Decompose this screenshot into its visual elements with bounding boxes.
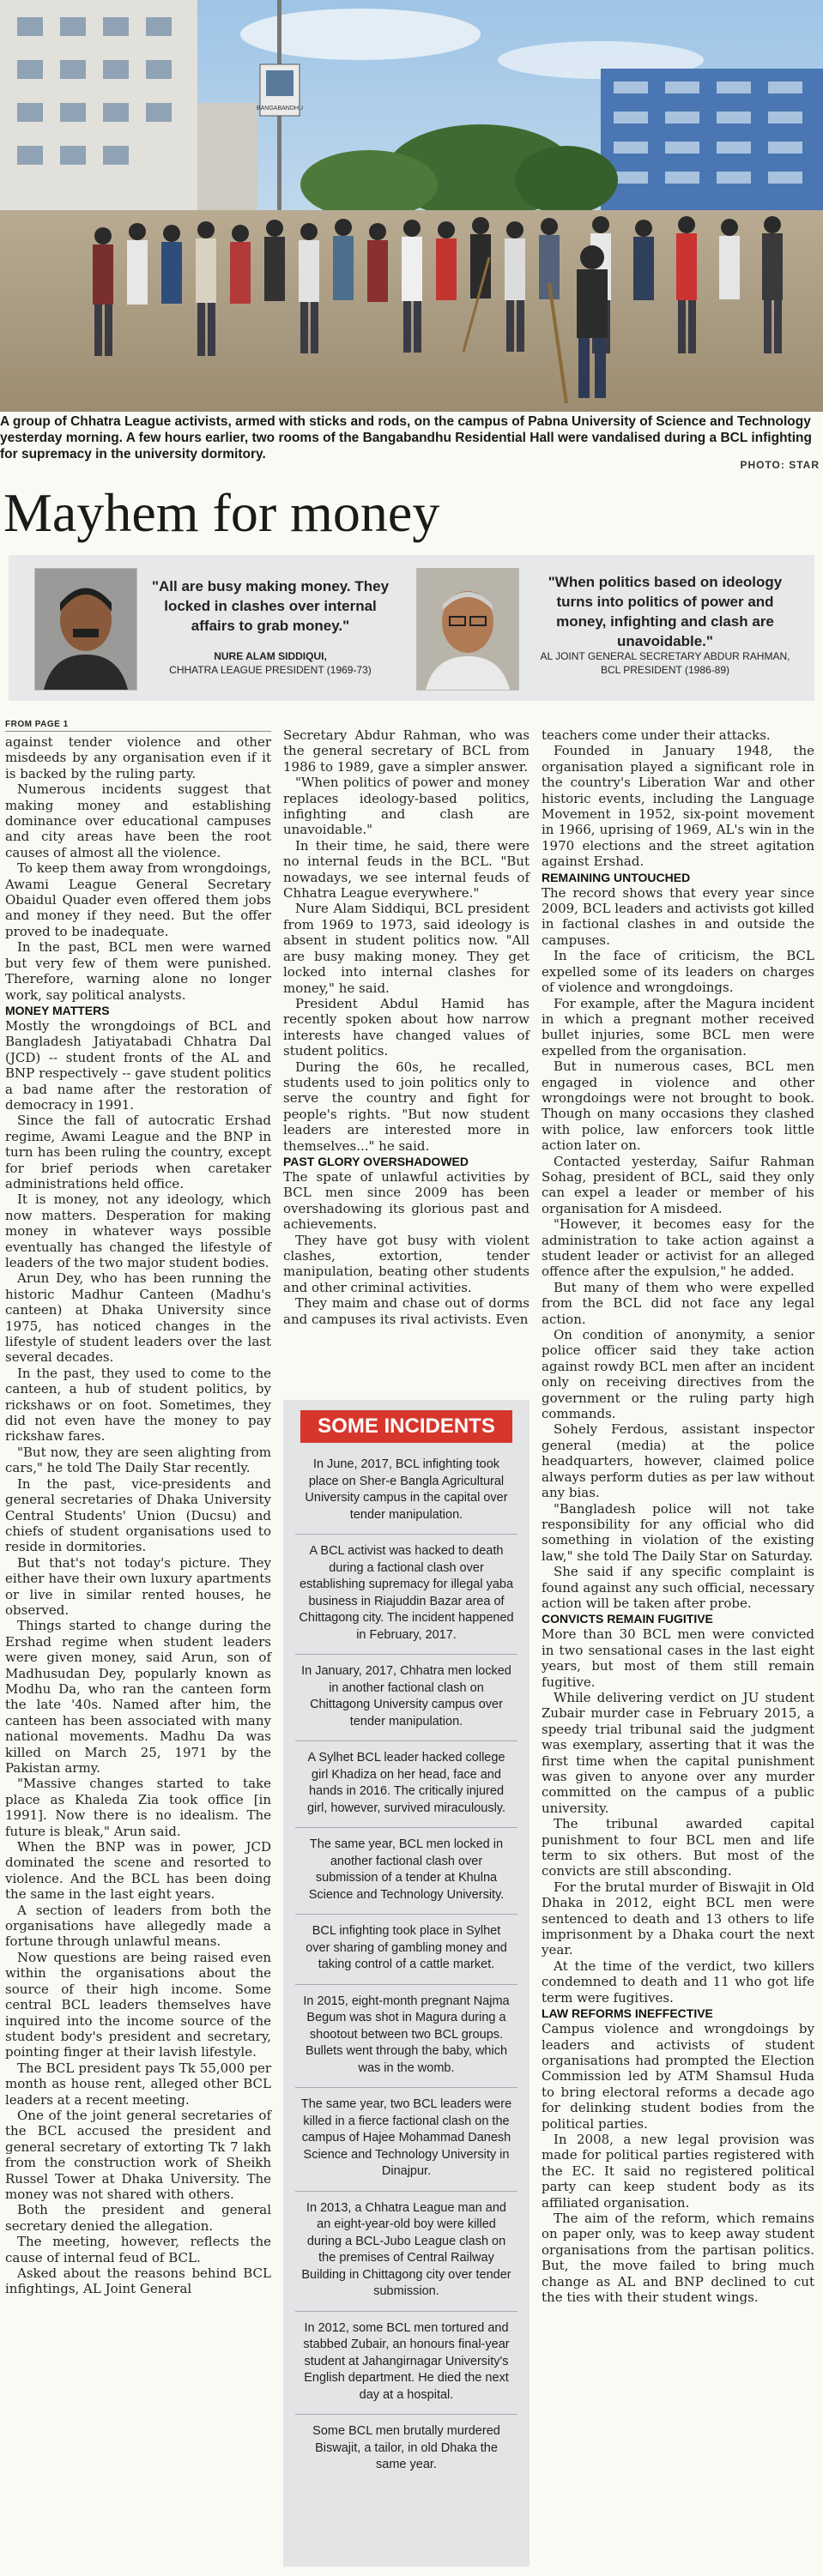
incident-item: The same year, two BCL leaders were killed in a fierce factional clash on the campus of Hajee Mohammad Danesh Science and Technology University in Dinajpur.: [295, 2088, 517, 2192]
article-column-1: [5, 719, 271, 2297]
article-paragraph: In their time, he said, there were no internal feuds in the BCL. "But nowadays, we see internal feuds of Chhatra League everywhere.": [283, 837, 530, 902]
incidents-title: SOME INCIDENTS: [300, 1410, 512, 1443]
article-paragraph: Founded in January 1948, the organisation played a significant role in the country's Liberation War and other historic events, including the Language Movement in 1952, six-point movement in 1966, uprising of 1969, AL's win in the 1970 elections and the street agitation against Ershad.: [542, 743, 814, 870]
portrait-nure-alam-siddiqui: [34, 568, 137, 691]
incident-item: A BCL activist was hacked to death during a factional clash over establishing supremacy for illegal yaba business in Riajuddin Bazar area of Chittagong city. The incident happened in February, 2017.: [295, 1535, 517, 1655]
incident-item: In June, 2017, BCL infighting took place on Sher-e Bangla Agricultural University campus in the capital over tender manipulation.: [295, 1448, 517, 1535]
article-paragraph: One of the joint general secretaries of the BCL accused the president and general secretary of extorting Tk 7 lakh from the construction work of Sheikh Russel Tower at Dhaka University. The money was not shared with others.: [5, 2107, 271, 2202]
article-paragraph: To keep them away from wrongdoings, Awami League General Secretary Obaidul Quader even offered them jobs and money if they need. But the offer proved to be inadequate.: [5, 860, 271, 939]
photo-credit: PHOTO: STAR: [740, 459, 820, 471]
article-paragraph: The aim of the reform, which remains on paper only, was to keep away student organisations from the partisan politics. But, the move failed to bring much change as AL and BNP declined to cut the ties with their student wings.: [542, 2210, 814, 2305]
incidents-sidebar: [283, 1400, 530, 2567]
article-paragraph: "However, it becomes easy for the administration to take action against a student leader or activist for an alleged offence after the expulsion," he added.: [542, 1216, 814, 1280]
article-paragraph: Since the fall of autocratic Ershad regime, Awami League and the BNP in turn has been ruling the country, except for brief periods when caretaker administrations held office.: [5, 1113, 271, 1191]
article-paragraph: Things started to change during the Ershad regime when student leaders were given money, said Arun, son of Madhusudan Dey, popularly known as Modhu Da, who ran the canteen form the late '40s. Named after him, the canteen has been associated with many national movements. Madhu Da was killed on March 25, 1971 by the Pakistan army.: [5, 1618, 271, 1776]
article-paragraph: Secretary Abdur Rahman, who was the general secretary of BCL from 1986 to 1989, gave a simpler answer.: [283, 727, 530, 775]
section-subhead: PAST GLORY OVERSHADOWED: [283, 1154, 469, 1168]
incident-item: In January, 2017, Chhatra men locked in another factional clash on Chittagong University campus over tender manipulation.: [295, 1655, 517, 1741]
article-paragraph: teachers come under their attacks.: [542, 727, 771, 743]
headline: Mayhem for money: [3, 482, 440, 543]
incident-item: BCL infighting took place in Sylhet over sharing of gambling money and taking control of a cattle market.: [295, 1915, 517, 1985]
incident-item: In 2012, some BCL men tortured and stabbed Zubair, an honours final-year student at Jahangirnagar University's English department. He died the next day at a hospital.: [295, 2312, 517, 2416]
article-paragraph: President Abdul Hamid has recently spoken about how narrow interests have changed values of student politics.: [283, 995, 530, 1059]
section-subhead: REMAINING UNTOUCHED: [542, 870, 691, 884]
article-column-2: [283, 727, 530, 1327]
incident-item: In 2015, eight-month pregnant Najma Begum was shot in Magura during a shootout between two BCL groups. Bullets went through the baby, which was in the womb.: [295, 1985, 517, 2089]
article-paragraph: "Bangladesh police will not take responsibility for any official who did something in violation of the existing law," she told The Daily Star on Saturday.: [542, 1500, 814, 1564]
article-paragraph: In the past, they used to come to the canteen, a hub of student politics, by rickshaws or on foot. Sometimes, they did not even have the money to pay rickshaw fares.: [5, 1365, 271, 1445]
article-paragraph: Mostly the wrongdoings of BCL and Bangladesh Jatiyatabadi Chhatra Dal (JCD) -- student fronts of the AL and BNP respectively -- gave student politics a bad name after the restoration of democracy in 1991.: [5, 1017, 271, 1113]
article-paragraph: "Massive changes started to take place as Khaleda Zia took office [in 1991]. Now there is no idealism. The future is bleak," Arun said.: [5, 1776, 271, 1839]
article-paragraph: For the brutal murder of Biswajit in Old Dhaka in 2012, eight BCL men were sentenced to death and 13 others to life imprisonment by a Dhaka court the next year.: [542, 1879, 814, 1958]
quotes-bar: [9, 555, 814, 701]
incidents-list: [283, 1448, 530, 2484]
article-paragraph: They maim and chase out of dorms and campuses its rival activists. Even: [283, 1295, 530, 1327]
article-paragraph: But in numerous cases, BCL men engaged in violence and other wrongdoings were not brought to book. Though on many occasions they clashed with police, law enforcers took little action later on.: [542, 1059, 814, 1154]
article-paragraph: At the time of the verdict, two killers condemned to death and 11 who got life term were fugitives.: [542, 1958, 814, 2006]
article-paragraph: In the past, vice-presidents and general secretaries of Dhaka University Central Students' Union (Ducsu) and chiefs of student organisations used to reside in dormitories.: [5, 1475, 271, 1555]
article-column-3: [542, 727, 814, 2305]
article-paragraph: When the BNP was in power, JCD dominated the scene and resorted to violence. And the BCL has been doing the same in the last eight years.: [5, 1839, 271, 1903]
article-paragraph: Campus violence and wrongdoings by leaders and activists of student organisations had prompted the Election Commission led by ATM Shamsul Huda to bring electoral reforms a decade ago for delinking student bodies from the political parties.: [542, 2021, 814, 2132]
article-paragraph: Now questions are being raised even within the organisations about the source of their high income. Some central BCL leaders themselves have inquired into the income source of the student body's president and secretary, pointing finger at their lavish lifestyle.: [5, 1949, 271, 2060]
article-paragraph: Asked about the reasons behind BCL infightings, AL Joint General: [5, 2265, 271, 2297]
article-paragraph: It is money, not any ideology, which now matters. Desperation for making money in whatever ways possible eventually has changed the lifestyle of leaders of the two major student bodies.: [5, 1191, 271, 1270]
article-paragraph: During the 60s, he recalled, students used to join politics only to serve the country and fight for people's rights. "But now student leaders are interested more in themselves..." he said.: [283, 1059, 530, 1154]
quote-rahman: "When politics based on ideology turns into politics of power and money, infighting and clash are unavoidable.": [548, 574, 783, 649]
poster-text: BANGABANDHU: [256, 106, 304, 112]
article-paragraph: The record shows that every year since 2009, BCL leaders and activists got killed in factional clashes in and outside the campuses.: [542, 884, 814, 948]
attribution-name-siddiqui: NURE ALAM SIDDIQUI,: [214, 650, 327, 662]
article-paragraph: The BCL president pays Tk 55,000 per month as house rent, alleged other BCL leaders at a recent meeting.: [5, 2060, 271, 2108]
attribution-role-siddiqui: CHHATRA LEAGUE PRESIDENT (1969-73): [169, 664, 372, 676]
news-photo: [0, 0, 823, 412]
article-paragraph: On condition of anonymity, a senior police officer said they take action against rowdy BCL men after an incident only on receiving directives from the government or the ruling party high commands.: [542, 1327, 814, 1422]
incident-item: A Sylhet BCL leader hacked college girl Khadiza on her head, face and hands in 2016. The critically injured girl, however, survived miraculously.: [295, 1741, 517, 1828]
article-paragraph: A section of leaders from both the organisations have allegedly made a fortune through unlawful means.: [5, 1902, 271, 1950]
article-paragraph: The spate of unlawful activities by BCL men since 2009 has been overshadowing its glorious past and achievements.: [283, 1168, 530, 1233]
article-paragraph: against tender violence and other misdeeds by any organisation even if it is backed by the ruling party.: [5, 734, 271, 781]
section-subhead: LAW REFORMS INEFFECTIVE: [542, 2006, 713, 2021]
article-paragraph: They have got busy with violent clashes, extortion, tender manipulation, beating other students and other criminal activities.: [283, 1232, 530, 1295]
article-paragraph: The meeting, however, reflects the cause of internal feud of BCL.: [5, 2234, 271, 2265]
attribution-name-rahman: AL JOINT GENERAL SECRETARY ABDUR RAHMAN,: [540, 650, 790, 662]
article-paragraph: In the past, BCL men were warned but very few of them were punished. Therefore, warning alone no longer work, say political analysts.: [5, 939, 271, 1003]
article-paragraph: While delivering verdict on JU student Zubair murder case in February 2015, a speedy trial tribunal said the judgment was exemplary, asserting that it was the first time when the capital punishment was given to anyone over any murder committed on the campus of a public university.: [542, 1689, 814, 1816]
article-paragraph: She said if any specific complaint is found against any such official, necessary action will be taken after probe.: [542, 1564, 814, 1611]
article-paragraph: "When politics of power and money replaces ideology-based politics, infighting and clash are unavoidable.": [283, 775, 530, 838]
article-paragraph: Arun Dey, who has been running the historic Madhur Canteen (Madhu's canteen) at Dhaka University since 1975, has noticed changes in the lifestyle of student leaders over the last several decades.: [5, 1270, 271, 1366]
article-paragraph: In 2008, a new legal provision was made for political parties registered with the EC. It said no registered political party can keep student body as its affiliated organisation.: [542, 2131, 814, 2211]
section-subhead: CONVICTS REMAIN FUGITIVE: [542, 1612, 713, 1626]
from-page-label: FROM PAGE 1: [5, 719, 271, 732]
incident-item: In 2013, a Chhatra League man and an eight-year-old boy were killed during a BCL-Jubo League clash on the premises of Central Railway Building in Chittagong city over tender submission.: [295, 2192, 517, 2312]
article-paragraph: "But now, they are seen alighting from cars," he told The Daily Star recently.: [5, 1444, 271, 1476]
article-paragraph: Nure Alam Siddiqui, BCL president from 1969 to 1973, said ideology is absent in student politics now. "All are busy making money. They get locked into internal clashes for money," he said.: [283, 901, 530, 996]
section-subhead: MONEY MATTERS: [5, 1003, 110, 1017]
article-paragraph: In the face of criticism, the BCL expelled some of its leaders on charges of violence and wrongdoings.: [542, 948, 814, 996]
article-paragraph: Sohely Ferdous, assistant inspector general (media) at the police headquarters, however, claimed police always perform duties as per law without any bias.: [542, 1421, 814, 1501]
portrait-abdur-rahman: [416, 568, 519, 691]
quote-siddiqui: "All are busy making money. They locked in clashes over internal affairs to grab money.": [151, 578, 390, 634]
article-paragraph: More than 30 BCL men were convicted in two sensational cases in the last eight years, but most of them still remain fugitive.: [542, 1626, 814, 1690]
article-paragraph: Both the president and general secretary denied the allegation.: [5, 2202, 271, 2234]
article-paragraph: But many of them who were expelled from the BCL did not face any legal action.: [542, 1279, 814, 1327]
article-paragraph: For example, after the Magura incident in which a pregnant mother received bullet injuries, some BCL men were expelled from the organisation.: [542, 995, 814, 1059]
incident-item: The same year, BCL men locked in another factional clash over submission of a tender at Khulna Science and Technology University.: [295, 1828, 517, 1915]
incident-item: Some BCL men brutally murdered Biswajit, a tailor, in old Dhaka the same year.: [312, 2424, 500, 2471]
article-paragraph: The tribunal awarded capital punishment to four BCL men and life term to six others. But most of the convicts are still absconding.: [542, 1816, 814, 1879]
article-paragraph: But that's not today's picture. They either have their own luxury apartments or live in similar rented houses, he observed.: [5, 1554, 271, 1618]
campus-clash-photo: [0, 0, 823, 412]
attribution-role-rahman: BCL PRESIDENT (1986-89): [600, 664, 730, 676]
article-paragraph: Contacted yesterday, Saifur Rahman Sohag, president of BCL, said they only can expel a leader or member of his organisation for A misdeed.: [542, 1153, 814, 1216]
article-paragraph: Numerous incidents suggest that making money and establishing dominance over educational campuses and city areas have been the root causes of almost all the violence.: [5, 781, 271, 860]
photo-caption: A group of Chhatra League activists, armed with sticks and rods, on the campus of Pabna University of Science and Technology yesterday morning. A few hours earlier, two rooms of the Bangabandhu Residential Hall were vandalised during a BCL infighting for supremacy in the university dormitory.: [0, 414, 812, 462]
